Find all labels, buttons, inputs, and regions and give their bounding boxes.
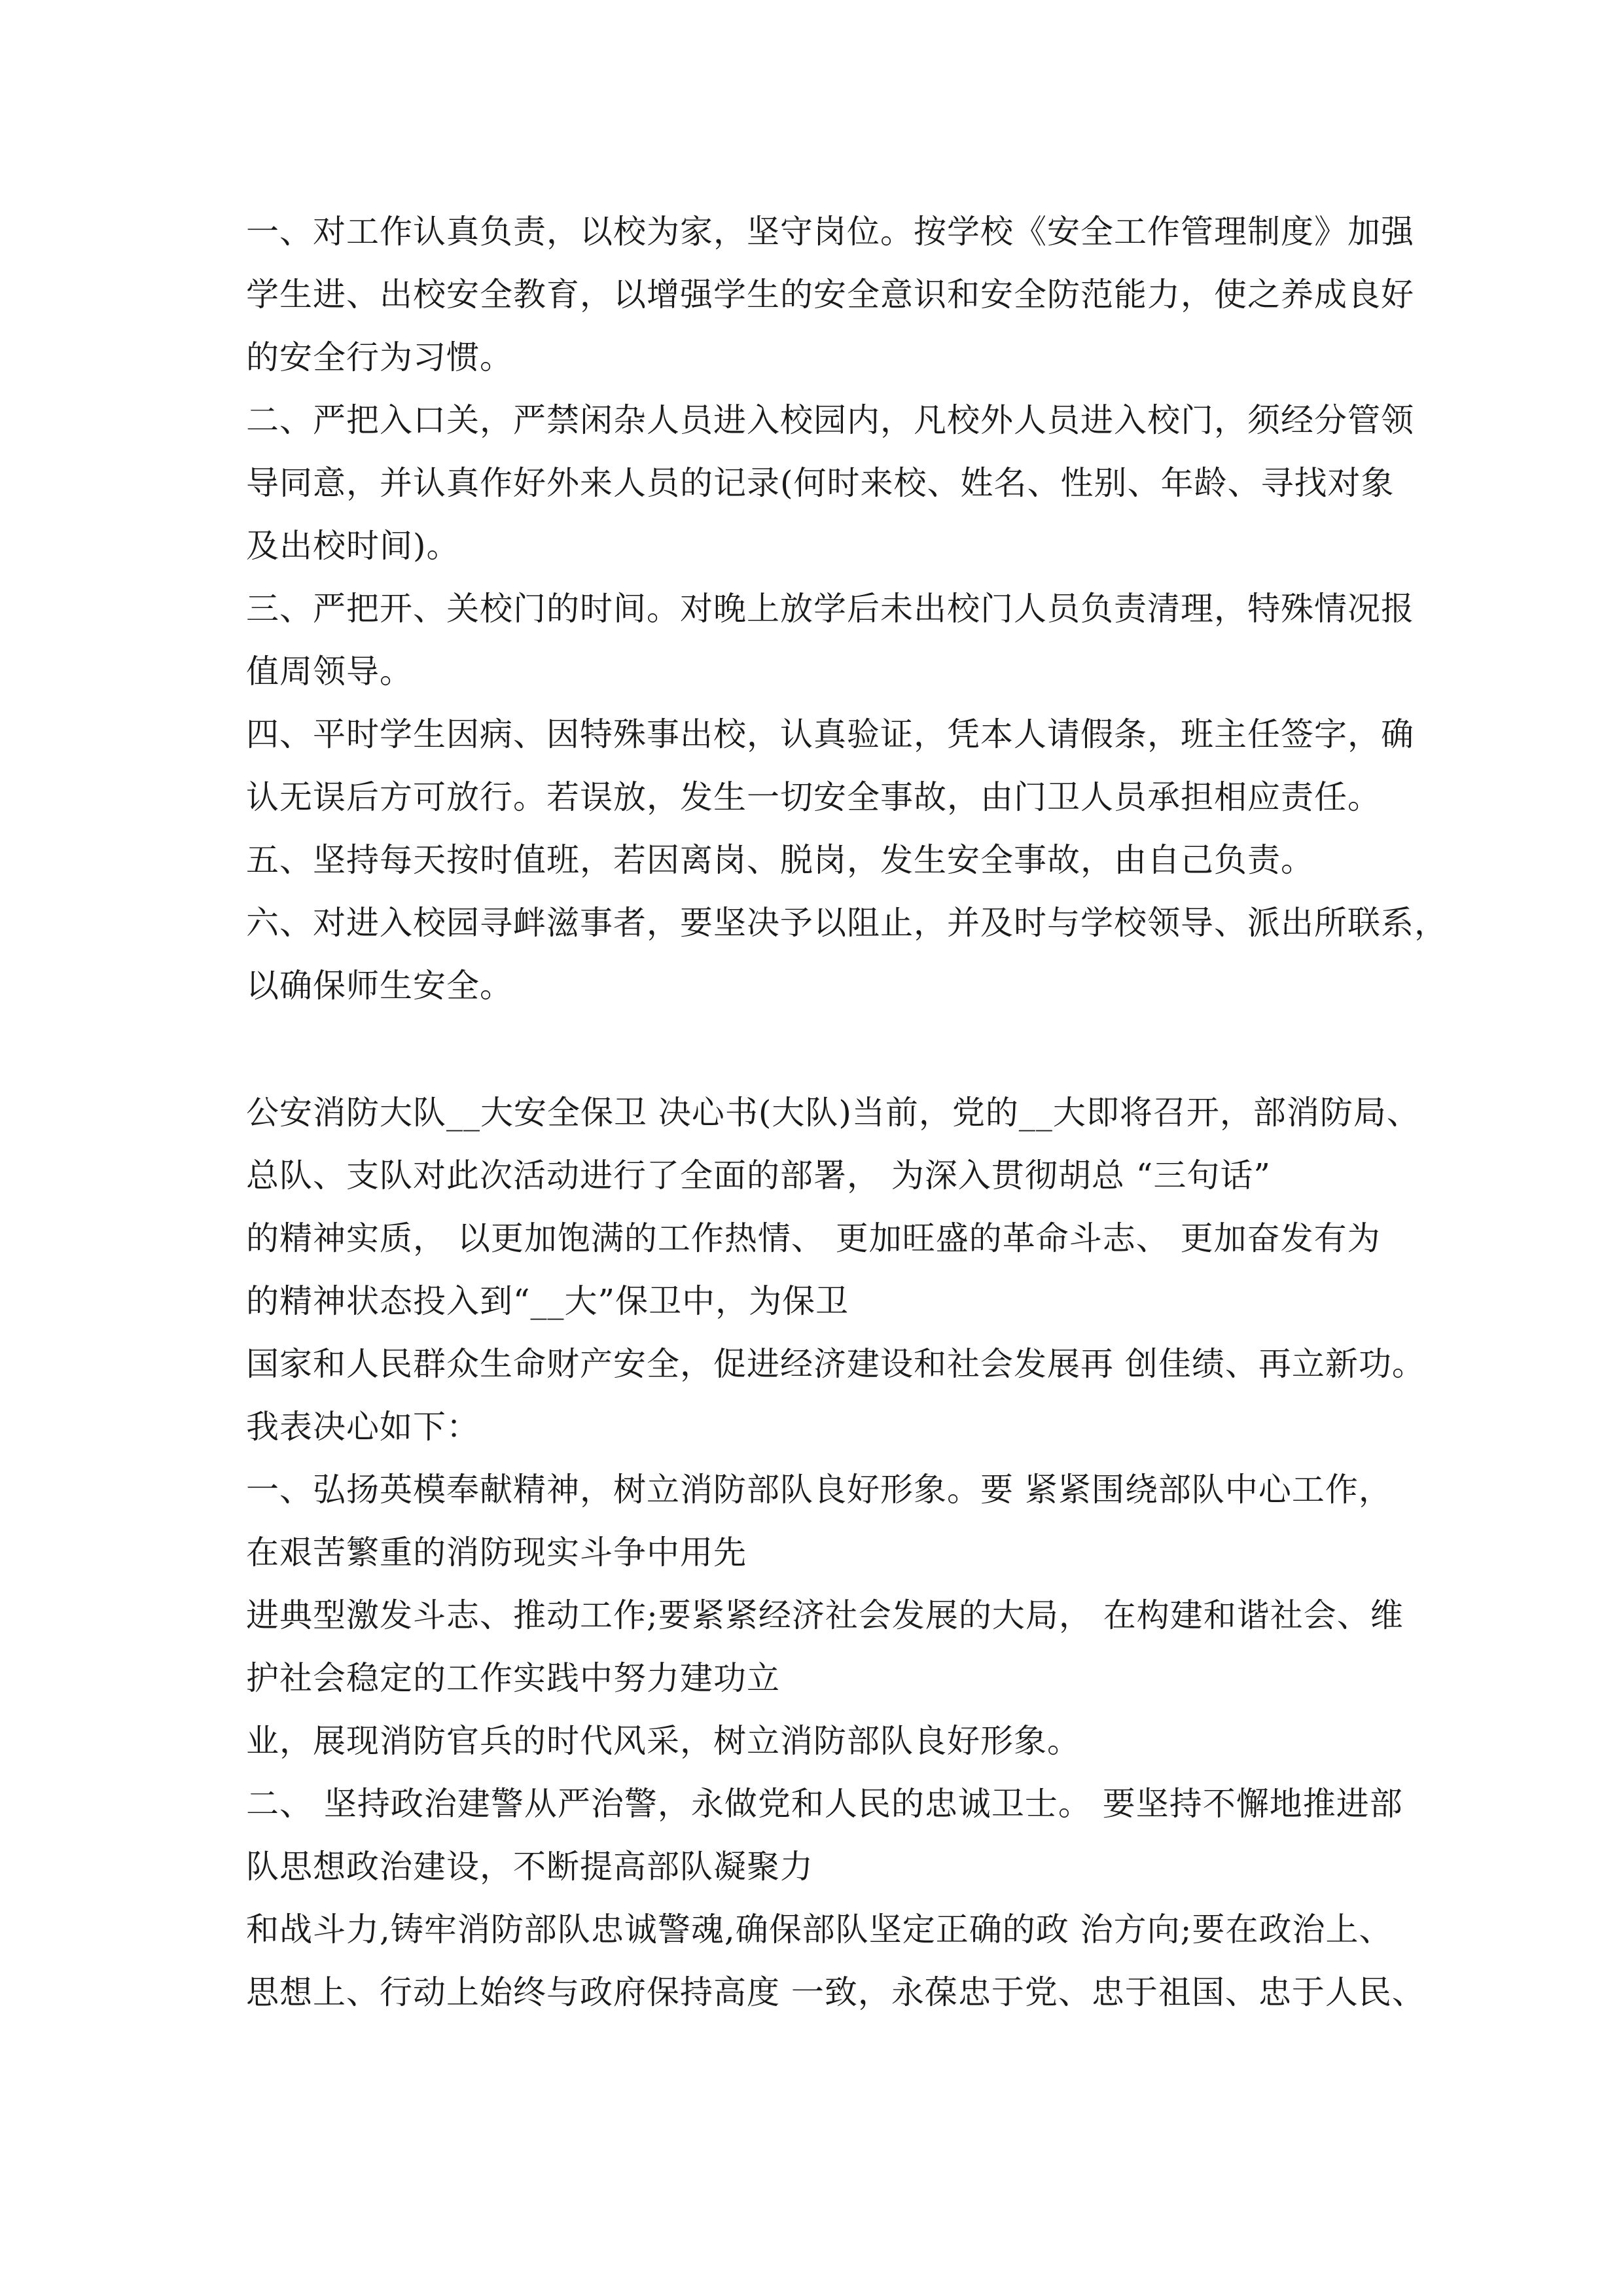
text-line: 一、对工作认真负责，以校为家，坚守岗位。按学校《安全工作管理制度》加强 (246, 213, 1414, 251)
text-line: 一、弘扬英模奉献精神，树立消防部队良好形象。要 紧紧围绕部队中心工作， (246, 1471, 1392, 1509)
text-line: 二、严把入口关，严禁闲杂人员进入校园内，凡校外人员进入校门，须经分管领 (246, 401, 1414, 439)
text-line: 六、对进入校园寻衅滋事者，要坚决予以阻止，并及时与学校领导、派出所联系， (246, 904, 1448, 942)
text-line: 国家和人民群众生命财产安全，促进经济建设和社会发展再 创佳绩、再立新功。 (246, 1345, 1425, 1383)
text-line: 二、 坚持政治建警从严治警，永做党和人民的忠诚卫士。 要坚持不懈地推进部 (246, 1785, 1403, 1823)
text-line: 队思想政治建设，不断提高部队凝聚力 (246, 1848, 813, 1886)
text-line: 导同意，并认真作好外来人员的记录(何时来校、姓名、性别、年龄、寻找对象 (246, 464, 1395, 502)
text-line: 思想上、行动上始终与政府保持高度 一致，永葆忠于党、忠于祖国、忠于人民、 (246, 1973, 1425, 2011)
text-line: 值周领导。 (246, 653, 413, 691)
text-line: 认无误后方可放行。若误放，发生一切安全事故，由门卫人员承担相应责任。 (246, 778, 1381, 816)
text-line: 业，展现消防官兵的时代风采，树立消防部队良好形象。 (246, 1722, 1080, 1760)
text-line: 的安全行为习惯。 (246, 338, 513, 376)
text-line: 四、平时学生因病、因特殊事出校，认真验证，凭本人请假条，班主任签字，确 (246, 715, 1414, 753)
text-line: 和战斗力,铸牢消防部队忠诚警魂,确保部队坚定正确的政 治方向;要在政治上、 (246, 1910, 1393, 1948)
text-line: 护社会稳定的工作实践中努力建功立 (246, 1659, 780, 1697)
text-line: 进典型激发斗志、推动工作;要紧紧经济社会发展的大局， 在构建和谐社会、维 (246, 1596, 1404, 1634)
text-line: 三、严把开、关校门的时间。对晚上放学后未出校门人员负责清理，特殊情况报 (246, 590, 1414, 628)
text-line: 公安消防大队__大安全保卫 决心书(大队)当前，党的__大即将召开，部消防局、 (246, 1094, 1420, 1132)
text-line: 学生进、出校安全教育，以增强学生的安全意识和安全防范能力，使之养成良好 (246, 276, 1414, 314)
text-line: 总队、支队对此次活动进行了全面的部署， 为深入贯彻胡总 “三句话” (246, 1157, 1271, 1194)
text-line: 的精神实质， 以更加饱满的工作热情、 更加旺盛的革命斗志、 更加奋发有为 (246, 1219, 1381, 1257)
text-line: 五、坚持每天按时值班，若因离岗、脱岗，发生安全事故，由自己负责。 (246, 841, 1314, 879)
text-line: 的精神状态投入到“__大”保卫中，为保卫 (246, 1282, 849, 1320)
text-line: 以确保师生安全。 (246, 967, 513, 1005)
text-line: 及出校时间)。 (246, 527, 460, 565)
text-line: 在艰苦繁重的消防现实斗争中用先 (246, 1534, 747, 1571)
text-line: 我表决心如下： (246, 1408, 480, 1446)
